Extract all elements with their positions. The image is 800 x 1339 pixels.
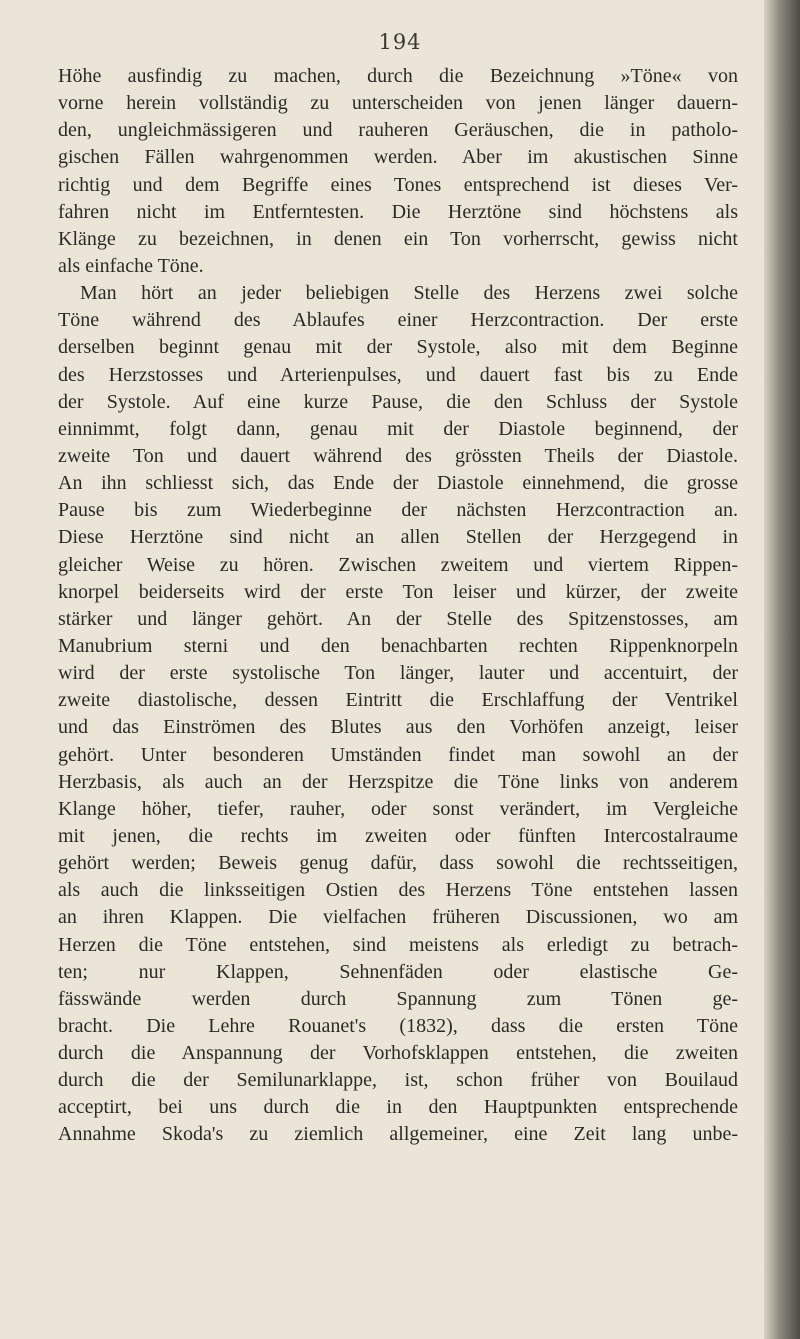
text-line: Man hört an jeder beliebigen Stelle des Herzens zwei solche — [80, 282, 738, 305]
text-line: Diese Herztöne sind nicht an allen Stellen der Herzgegend in — [58, 526, 738, 549]
text-line: derselben beginnt genau mit der Systole, also mit dem Beginne — [58, 336, 738, 359]
text-line: durch die der Semilunarklappe, ist, schon früher von Bouilaud — [58, 1069, 738, 1092]
text-line: Klange höher, tiefer, rauher, oder sonst verändert, im Vergleiche — [58, 797, 738, 820]
text-line: Pause bis zum Wiederbeginne der nächsten Herzcontraction an. — [58, 499, 738, 522]
text-line: zweite diastolische, dessen Eintritt die Erschlaffung der Ventrikel — [58, 689, 738, 712]
text-line: den, ungleichmässigeren und rauheren Geräuschen, die in patholo- — [58, 119, 738, 142]
text-line: fässwände werden durch Spannung zum Tönen ge- — [58, 987, 738, 1010]
text-line: zweite Ton und dauert während des grössten Theils der Diastole. — [58, 444, 738, 467]
text-line: richtig und dem Begriffe eines Tones entsprechend ist dieses Ver- — [58, 173, 738, 196]
text-line: gehört werden; Beweis genug dafür, dass sowohl die rechtsseitigen, — [58, 852, 738, 875]
text-line: Töne während des Ablaufes einer Herzcontraction. Der erste — [58, 309, 738, 332]
text-line: einnimmt, folgt dann, genau mit der Diastole beginnend, der — [58, 417, 738, 440]
text-line: Annahme Skoda's zu ziemlich allgemeiner, eine Zeit lang unbe- — [58, 1123, 738, 1146]
page-number: 194 — [378, 30, 422, 54]
text-line: an ihren Klappen. Die vielfachen früheren Discussionen, wo am — [58, 906, 738, 929]
text-line: als auch die linksseitigen Ostien des Herzens Töne entstehen lassen — [58, 879, 738, 902]
text-line: und das Einströmen des Blutes aus den Vorhöfen anzeigt, leiser — [58, 716, 738, 739]
text-line: acceptirt, bei uns durch die in den Hauptpunkten entsprechende — [58, 1096, 738, 1119]
body-text — [58, 63, 738, 1149]
text-line: gischen Fällen wahrgenommen werden. Aber im akustischen Sinne — [58, 146, 738, 169]
text-line: Manubrium sterni und den benachbarten rechten Rippenknorpeln — [58, 634, 738, 657]
text-line: Herzen die Töne entstehen, sind meistens als erledigt zu betrach- — [58, 933, 738, 956]
text-line: Herzbasis, als auch an der Herzspitze die Töne links von anderem — [58, 770, 738, 793]
text-line: gehört. Unter besonderen Umständen findet man sowohl an der — [58, 743, 738, 766]
text-line: vorne herein vollständig zu unterscheiden von jenen länger dauern- — [58, 92, 738, 115]
text-line: der Systole. Auf eine kurze Pause, die den Schluss der Systole — [58, 390, 738, 413]
text-line: durch die Anspannung der Vorhofsklappen entstehen, die zweiten — [58, 1042, 738, 1065]
text-line: gleicher Weise zu hören. Zwischen zweitem und viertem Rippen- — [58, 553, 738, 576]
text-line: ten; nur Klappen, Sehnenfäden oder elastische Ge- — [58, 960, 738, 983]
text-line: wird der erste systolische Ton länger, lauter und accentuirt, der — [58, 662, 738, 685]
text-line: stärker und länger gehört. An der Stelle des Spitzenstosses, am — [58, 607, 738, 630]
text-line: Höhe ausfindig zu machen, durch die Bezeichnung »Töne« von — [58, 65, 738, 87]
text-line: mit jenen, die rechts im zweiten oder fünften Intercostalraume — [58, 824, 738, 847]
text-line: des Herzstosses und Arterienpulses, und dauert fast bis zu Ende — [58, 363, 738, 386]
page-edge-shadow — [764, 0, 800, 1339]
text-line: knorpel beiderseits wird der erste Ton leiser und kürzer, der zweite — [58, 580, 738, 603]
text-line: bracht. Die Lehre Rouanet's (1832), dass die ersten Töne — [58, 1014, 738, 1037]
text-line: als einfache Töne. — [58, 254, 204, 277]
text-line: fahren nicht im Entferntesten. Die Herztöne sind höchstens als — [58, 200, 738, 223]
text-line: An ihn schliesst sich, das Ende der Diastole einnehmend, die grosse — [58, 472, 738, 495]
text-line: Klänge zu bezeichnen, in denen ein Ton vorherrscht, gewiss nicht — [58, 227, 738, 250]
